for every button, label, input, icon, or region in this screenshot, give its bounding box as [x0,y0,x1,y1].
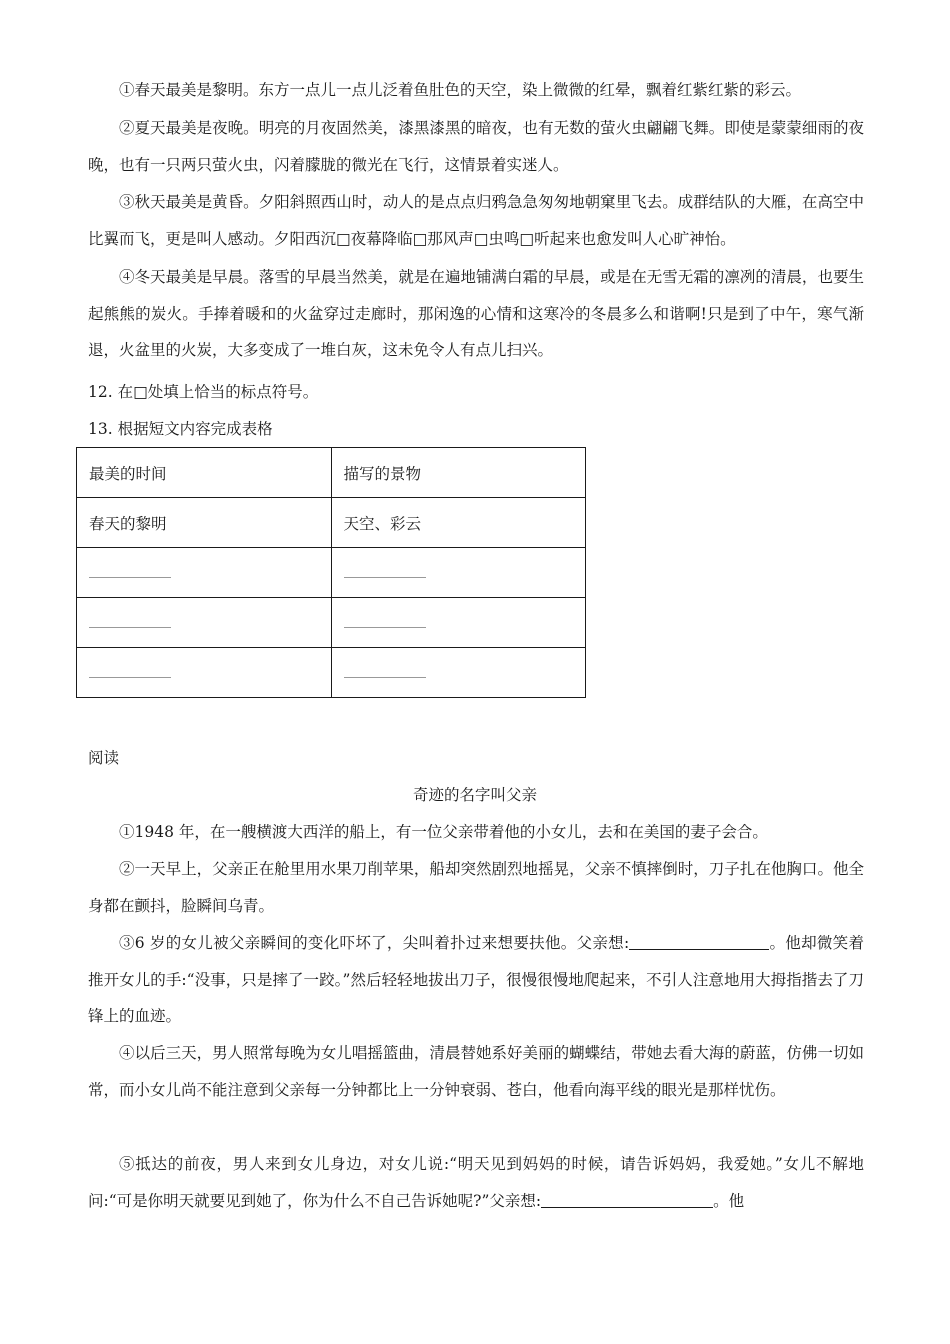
reading-paragraph-5 [88,1146,864,1219]
answer-blank[interactable] [344,617,426,628]
reading-paragraph-1: ①1948 年，在一艘横渡大西洋的船上，有一位父亲带着他的小女儿，去和在美国的妻子会合。 [119,823,768,841]
answer-blank-line[interactable] [541,1192,713,1208]
question-12: 12. 在□处填上恰当的标点符号。 [88,383,319,401]
reading-paragraph-2: ②一天早上，父亲正在舱里用水果刀削苹果，船却突然剧烈地摇晃，父亲不慎摔倒时，刀子扎在他胸口。他全身都在颤抖，脸瞬间乌青。 [88,860,864,915]
paragraph-3-end: 。他却微笑着推开女儿的手:“没事，只是摔了一跤。”然后轻轻地拔出刀子，很慢很慢地爬起来，不引人注意地用大拇指揩去了刀锋上的血迹。 [88,934,864,1025]
answer-blank[interactable] [344,567,426,578]
answer-blank[interactable] [89,617,171,628]
answer-blank[interactable] [344,667,426,678]
reading-paragraph-3 [88,925,864,1035]
answer-blank-cell[interactable] [77,548,332,598]
winter-paragraph: ④冬天最美是早晨。落雪的早晨当然美，就是在遍地铺满白霜的早晨，或是在无雪无霜的凛冽的清晨，也要生起熊熊的炭火。手捧着暖和的火盆穿过走廊时，那闲逸的心情和这寒冷的冬晨多么和谐啊!只是到了中午，寒气渐退，火盆里的火炭，大多变成了一堆白灰，这未免令人有点儿扫兴。 [88,268,864,359]
answer-blank-cell[interactable] [331,598,586,648]
reading-title: 奇迹的名字叫父亲 [412,786,537,804]
paragraph-3-start: ③6 岁的女儿被父亲瞬间的变化吓坏了，尖叫着扑过来想要扶他。父亲想: [119,934,630,952]
answer-table [76,447,586,698]
paragraph-5-end: 。他 [713,1191,745,1210]
table-header-time: 最美的时间 [77,448,332,498]
table-row [77,548,586,598]
answer-blank-cell[interactable] [77,598,332,648]
table-row [77,448,586,498]
table-row [77,598,586,648]
answer-blank-cell[interactable] [331,648,586,698]
question-13: 13. 根据短文内容完成表格 [88,420,273,438]
reading-label: 阅读 [88,749,120,767]
answer-blank-cell[interactable] [77,648,332,698]
answer-blank[interactable] [89,667,171,678]
reading-paragraph-4: ④以后三天，男人照常每晚为女儿唱摇篮曲，清晨替她系好美丽的蝴蝶结，带她去看大海的蔚蓝，仿佛一切如常，而小女儿尚不能注意到父亲每一分钟都比上一分钟衰弱、苍白，他看向海平线的眼光是那样忧伤。 [88,1044,864,1099]
table-cell-time: 春天的黎明 [77,498,332,548]
autumn-paragraph: ③秋天最美是黄昏。夕阳斜照西山时，动人的是点点归鸦急急匆匆地朝窠里飞去。成群结队的大雁，在高空中比翼而飞，更是叫人感动。夕阳西沉□夜幕降临□那风声□虫鸣□听起来也愈发叫人心旷神怡。 [88,193,864,248]
answer-blank-line[interactable] [629,934,769,950]
table-row [77,648,586,698]
table-header-scenery: 描写的景物 [331,448,586,498]
answer-blank[interactable] [89,567,171,578]
table-row [77,498,586,548]
spring-paragraph: ①春天最美是黎明。东方一点儿一点儿泛着鱼肚色的天空，染上微微的红晕，飘着红紫红紫的彩云。 [119,81,802,99]
summer-paragraph: ②夏天最美是夜晚。明亮的月夜固然美，漆黑漆黑的暗夜，也有无数的萤火虫翩翩飞舞。即使是蒙蒙细雨的夜晚，也有一只两只萤火虫，闪着朦胧的微光在飞行，这情景着实迷人。 [88,119,864,174]
paragraph-5-start: ⑤抵达的前夜，男人来到女儿身边，对女儿说:“明天见到妈妈的时候，请告诉妈妈，我爱她。”女儿不解地问:“可是你明天就要见到她了，你为什么不自己告诉她呢?”父亲想: [88,1155,864,1210]
answer-blank-cell[interactable] [331,548,586,598]
table-cell-scenery: 天空、彩云 [331,498,586,548]
